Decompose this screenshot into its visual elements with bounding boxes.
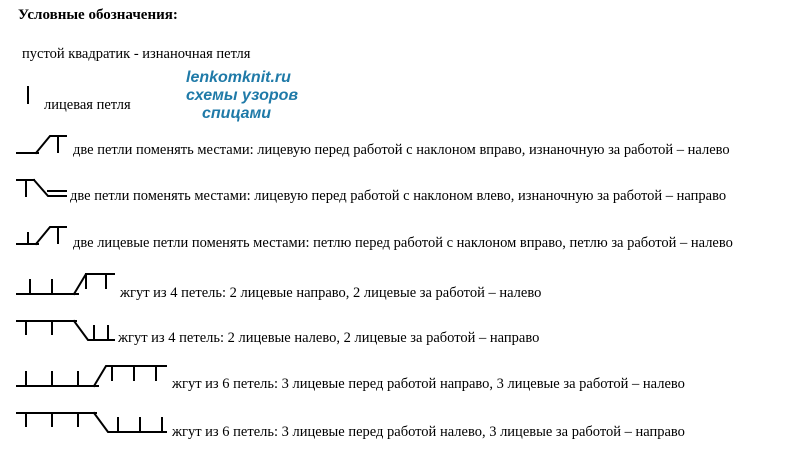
legend-item-purl-text: пустой квадратик - изнаночная петля <box>22 46 251 62</box>
legend-title: Условные обозначения: <box>18 7 178 23</box>
legend-item-cross-knit-text: две лицевые петли поменять местами: петлю перед работой с наклоном вправо, петлю за работой – налево <box>73 235 733 251</box>
legend-item-cable4-right-text: жгут из 4 петель: 2 лицевые направо, 2 лицевые за работой – налево <box>120 285 542 301</box>
knit-stitch-icon <box>18 85 38 105</box>
legend-item-cross-left-text: две петли поменять местами: лицевую перед работой с наклоном влево, изнаночную за работой – направо <box>70 188 727 204</box>
cross-2-right-purl-back-icon <box>16 134 68 156</box>
cross-2-left-purl-back-icon <box>16 178 68 200</box>
legend-item-cable4-left-text: жгут из 4 петель: 2 лицевые налево, 2 лицевые за работой – направо <box>118 330 540 346</box>
legend-item-cable6-left-text: жгут из 6 петель: 3 лицевые перед работой налево, 3 лицевые за работой – направо <box>172 424 685 440</box>
watermark-line3: спицами <box>202 105 272 122</box>
site-watermark <box>186 69 298 123</box>
cable-6-right-icon <box>16 364 168 390</box>
legend-item-cross-right-text: две петли поменять местами: лицевую перед работой с наклоном вправо, изнаночную за работой – налево <box>73 142 730 158</box>
watermark-site: lenkomknit.ru <box>186 69 291 86</box>
legend-item-knit-text: лицевая петля <box>44 97 131 113</box>
cable-4-left-icon <box>16 318 116 344</box>
watermark-line2: схемы узоров <box>186 87 299 104</box>
cable-6-left-icon <box>16 410 168 436</box>
legend-item-cable6-right-text: жгут из 6 петель: 3 лицевые перед работой направо, 3 лицевые за работой – налево <box>172 376 685 392</box>
cable-4-right-icon <box>16 272 116 298</box>
cross-2-knit-right-icon <box>16 225 68 247</box>
